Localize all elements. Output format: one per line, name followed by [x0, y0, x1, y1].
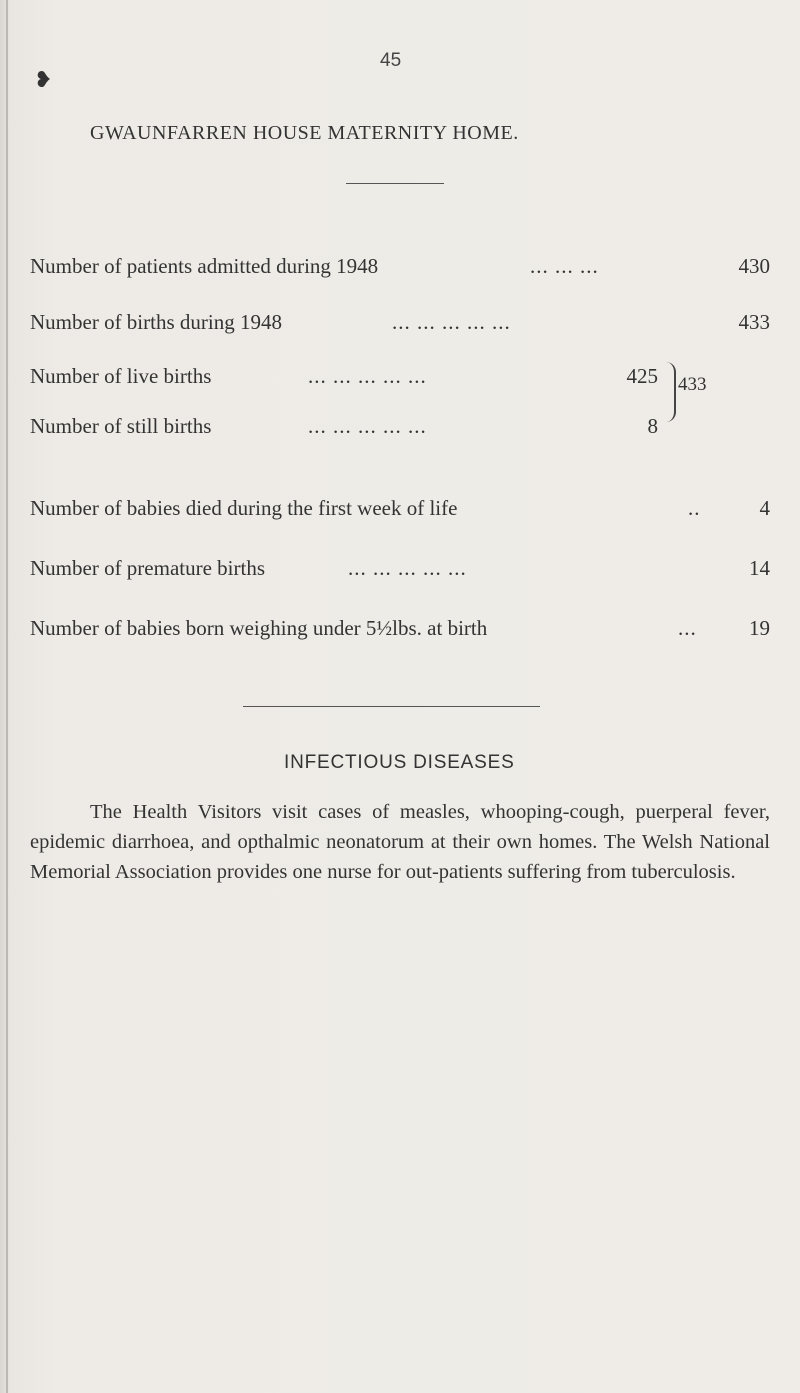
stat-row-still-births: [30, 414, 770, 444]
leader-dots: ... ... ... ... ...: [392, 310, 511, 334]
leader-dots: ... ... ...: [530, 254, 599, 278]
stat-label: Number of babies died during the first week of life: [30, 496, 458, 520]
leader-dots: ... ... ... ... ...: [308, 364, 427, 388]
stat-value: 433: [738, 310, 770, 334]
body-paragraph: The Health Visitors visit cases of measles, whooping-cough, puerperal fever, epidemic diarrhoea, and opthalmic neonatorum at their own homes. The Welsh National Memorial Association provides one nurse for out-patients suffering from tuberculosis.: [30, 801, 770, 883]
births-total: 433: [678, 374, 707, 395]
stat-value: 430: [738, 254, 770, 278]
leader-dots: ..: [688, 496, 701, 520]
section-heading: INFECTIOUS DISEASES: [284, 752, 515, 773]
stat-row-patients-admitted: [30, 254, 770, 284]
section-divider: [243, 706, 540, 707]
leader-dots: ...: [678, 616, 697, 640]
stat-row-babies-died: [30, 496, 770, 526]
leader-dots: ... ... ... ... ...: [308, 414, 427, 438]
births-brace: [662, 362, 676, 422]
stat-row-low-weight-births: [30, 616, 770, 646]
page-edge-shadow: [6, 0, 8, 1393]
stat-row-live-births: [30, 364, 770, 394]
stat-row-premature-births: [30, 556, 770, 586]
margin-mark: ❥: [34, 68, 53, 93]
stat-subvalue: 425: [626, 364, 658, 388]
stat-value: 19: [749, 616, 770, 640]
page-number: 45: [380, 50, 402, 71]
stat-label: Number of births during 1948: [30, 310, 282, 334]
stat-value: 4: [759, 496, 770, 520]
stat-label: Number of patients admitted during 1948: [30, 254, 379, 278]
stat-subvalue: 8: [647, 414, 658, 438]
page-title: GWAUNFARREN HOUSE MATERNITY HOME.: [90, 122, 519, 144]
stat-value: 14: [749, 556, 770, 580]
title-divider: [346, 183, 444, 184]
stat-label: Number of babies born weighing under 5½lbs. at birth: [30, 616, 488, 640]
stat-label: Number of still births: [30, 414, 212, 438]
stat-row-births: [30, 310, 770, 340]
leader-dots: ... ... ... ... ...: [348, 556, 467, 580]
stat-label: Number of premature births: [30, 556, 266, 580]
stat-label: Number of live births: [30, 364, 212, 388]
